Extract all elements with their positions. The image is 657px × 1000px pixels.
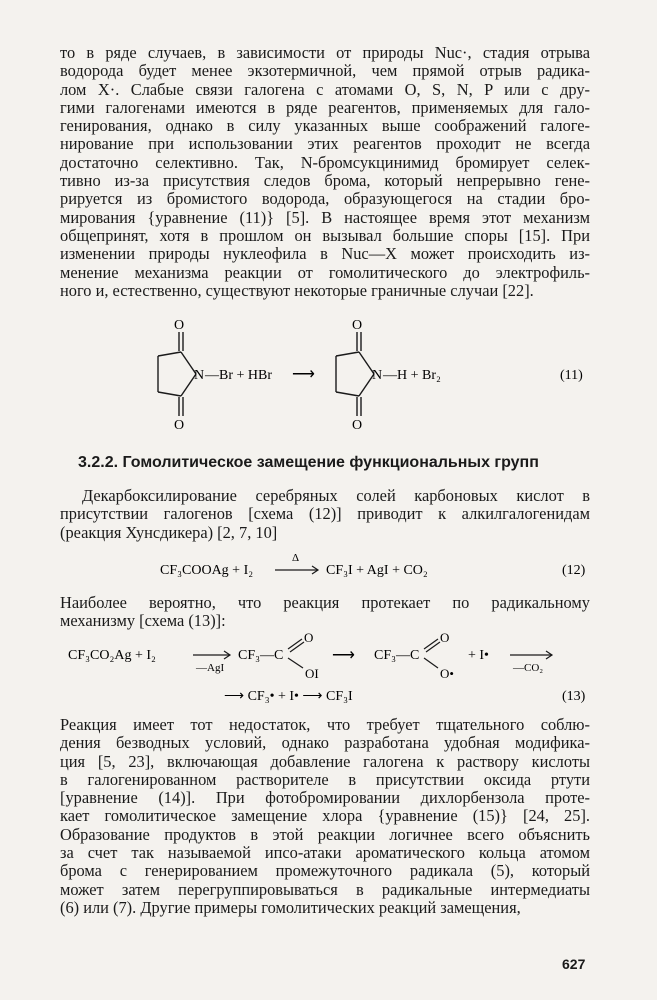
reaction-arrow: ⟶ [292, 366, 315, 383]
reactant-rest: —Br + HBr [205, 368, 273, 383]
eq12-left: CF₃COOAg + I₂ [160, 563, 254, 578]
eq13-int1-o: O [304, 630, 314, 645]
equation-number: (12) [562, 563, 586, 578]
text-line: нирование при использовании этих реагентов проходит не всегда [60, 134, 590, 154]
oxygen-label: O [352, 318, 363, 333]
section-heading: 3.2.2. Гомолитическое замещение функциональных групп [78, 454, 539, 471]
text-line: дения безводных условий, однако разработана удобная модифика- [60, 733, 590, 753]
text-line: генирования, однако в силу указанных выше соображений галоге- [60, 116, 590, 136]
text-line: за счет так называемой ипсо-атаки ароматического кольца атомом [60, 843, 590, 863]
text-line: менение механизма реакции от гомолитического до электрофиль- [60, 262, 590, 282]
equation-12 [0, 548, 657, 584]
text-line: кает гомолитическое замещение хлора {уравнение (15)} [24, 25]. [60, 806, 590, 826]
text-line: ция [5, 23], включающая добавление галогена к раствору кислоты [60, 751, 590, 771]
equation-11-structure [0, 310, 657, 440]
text-line: гими галогенами имеются в ряде реагентов, применяемых для гало- [60, 97, 590, 117]
oxygen-label: O [174, 418, 185, 433]
eq13-int1-oi: OI [305, 666, 319, 681]
equation-number: (13) [562, 689, 586, 704]
page-number: 627 [562, 956, 586, 972]
paragraph-3 [60, 594, 590, 631]
equation-13 [0, 628, 657, 708]
eq13-step3-below: —CO₂ [513, 662, 544, 674]
text-line: Образование продуктов в этой реакции логичнее всего объяснить [60, 824, 590, 844]
text-line: тивно из-за присутствия следов брома, который непрерывно гене- [60, 171, 590, 191]
oxygen-label: O [352, 418, 363, 433]
product-rest: —H + Br₂ [383, 368, 441, 383]
text-line: механизму [схема (13)]: [60, 611, 226, 631]
text-line: ного и, естественно, существуют некоторые граничные случаи [22]. [60, 280, 534, 300]
text-line: [уравнение (14)]. При фотобромировании дихлорбензола проте- [60, 788, 590, 808]
eq12-right: CF₃I + AgI + CO₂ [326, 563, 428, 578]
eq13-arrow: ⟶ [332, 647, 355, 664]
text-line: в галогенированном растворителе в присутствии оксида ртути [60, 769, 590, 789]
text-line: общепринят, хотя в прошлом он вызывал большие споры [15]. При [60, 225, 590, 245]
text-line: Декарбоксилирование серебряных солей карбоновых кислот в [82, 486, 590, 505]
text-line: Наиболее вероятно, что реакция протекает по радикальному [60, 593, 590, 612]
text-line: достаточно селективно. Так, N-бромсукцинимид бромирует селек- [60, 152, 590, 172]
nitrogen-label: N [194, 368, 205, 383]
text-line: изменении природы нуклеофила в Nuc—X может происходить из- [60, 244, 590, 264]
text-line: (реакция Хунсдикера) [2, 7, 10] [60, 522, 278, 542]
eq13-plus-i: + I• [468, 648, 489, 663]
nitrogen-label: N [372, 368, 383, 383]
text-line: рируется из бромистого водорода, образующегося на стадии бро- [60, 189, 590, 209]
text-line: лом X·. Слабые связи галогена с атомами O, S, N, P или с дру- [60, 79, 590, 99]
text-line: водорода будет менее экзотермичной, чем прямой отрыв радика- [60, 61, 590, 81]
text-line: брома с генерированием промежуточного радикала (5), который [60, 861, 590, 881]
text-line: то в ряде случаев, в зависимости от природы Nuc·, стадия отрыва [60, 43, 590, 62]
text-line: (6) или (7). Другие примеры гомолитических реакций замещения, [60, 897, 521, 917]
equation-number: (11) [560, 368, 583, 383]
eq13-int2: CF₃—C [374, 648, 420, 663]
paragraph-2 [60, 487, 590, 542]
text-line: присутствии галогенов [схема (12)] приводит к алкилгалогенидам [60, 504, 590, 524]
eq13-step1-below: —AgI [196, 662, 225, 674]
eq13-int1: CF₃—C [238, 648, 284, 663]
oxygen-label: O [174, 318, 185, 333]
eq13-start: CF₃CO₂Ag + I₂ [68, 648, 156, 663]
text-line: мирования {уравнение (11)} [5]. В настоящее время этот механизм [60, 207, 590, 227]
eq13-int2-o: O [440, 630, 450, 645]
eq13-line2: ⟶ CF₃• + I• ⟶ CF₃I [224, 689, 353, 704]
paragraph-4 [60, 716, 590, 917]
paragraph-1 [60, 44, 590, 300]
eq13-int2-odot: O• [440, 666, 454, 681]
eq12-condition: Δ [292, 552, 300, 564]
text-line: может затем перегруппировываться в радикальные интермедиаты [60, 879, 590, 899]
text-line: Реакция имеет тот недостаток, что требует тщательного соблю- [60, 715, 590, 734]
